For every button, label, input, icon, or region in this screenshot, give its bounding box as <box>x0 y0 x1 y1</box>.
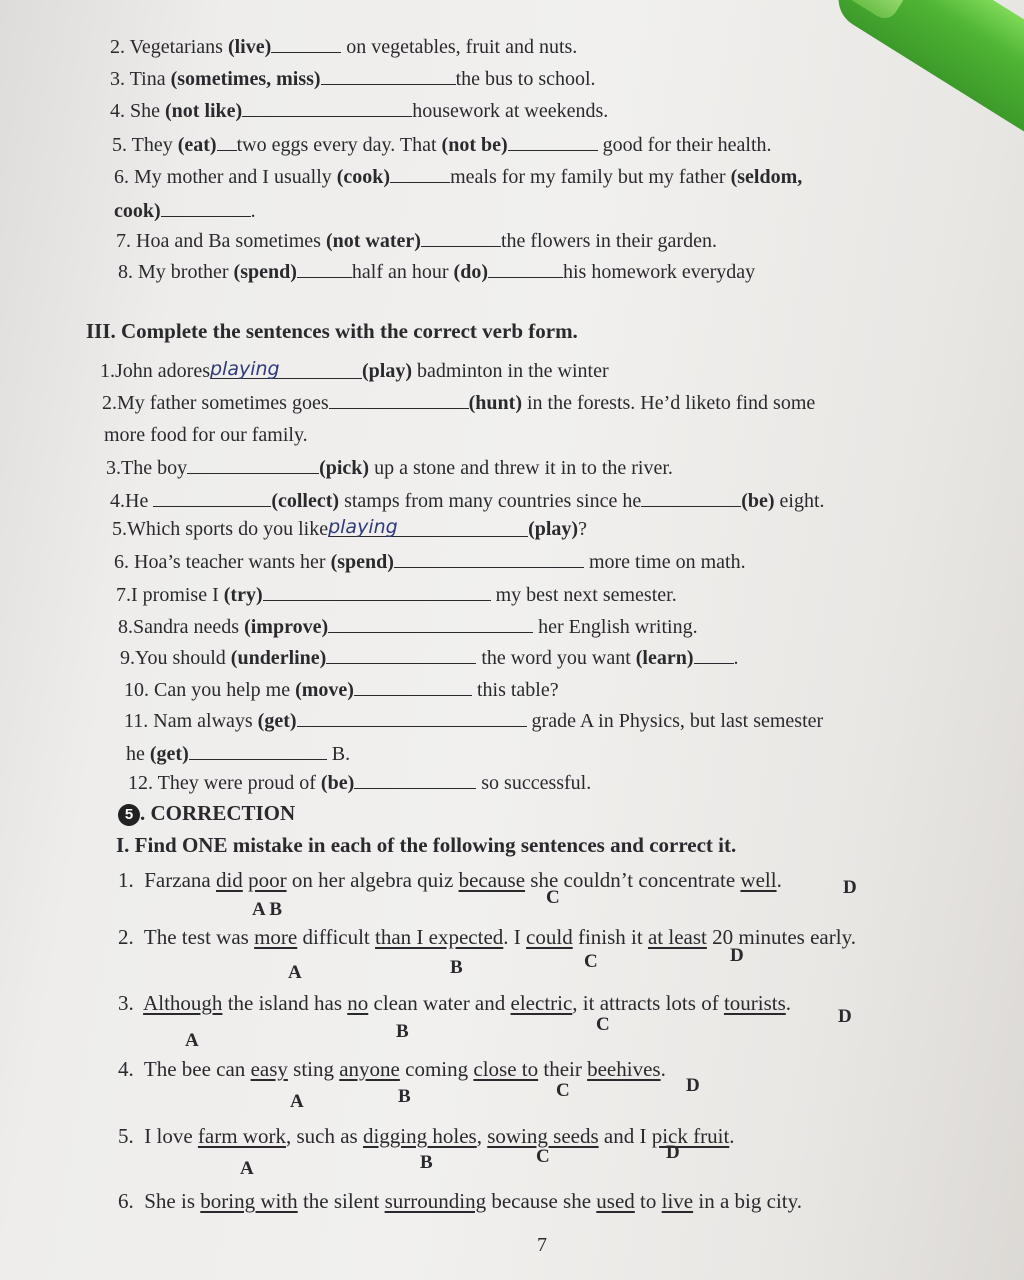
option-label-a: A <box>185 1030 199 1051</box>
handwritten-answer: playing <box>328 516 398 538</box>
exercise-line-5: 5. They (eat) two eggs every day. That (not be) good for their health. <box>112 134 772 156</box>
exercise-line-2: 2. Vegetarians (live) on vegetables, fruit and nuts. <box>110 36 578 58</box>
exercise-line-3: 3. Tina (sometimes, miss) the bus to school. <box>110 68 596 90</box>
section-iii-item-11: 11. Nam always (get) grade A in Physics, but last semester <box>124 710 824 732</box>
section-iii-item-11-cont: he (get) B. <box>126 743 351 765</box>
exercise-line-8: 8. My brother (spend) half an hour (do) his homework everyday <box>118 261 756 283</box>
section-number-badge: 5 <box>118 804 140 826</box>
section-iii-item-12: 12. They were proud of (be) so successful. <box>128 772 592 794</box>
correction-instruction: I. Find ONE mistake in each of the following sentences and correct it. <box>116 833 737 857</box>
option-label-c: C <box>584 951 598 972</box>
exercise-line-7: 7. Hoa and Ba sometimes (not water) the flowers in their garden. <box>116 230 717 252</box>
section-iii-item-6: 6. Hoa’s teacher wants her (spend) more time on math. <box>114 551 746 573</box>
option-label-c: C <box>546 887 560 908</box>
option-label-a-b: A B <box>252 899 283 920</box>
section-iii-item-4: 4.He (collect) stamps from many countries since he (be) eight. <box>110 490 825 512</box>
section-iii-item-2-cont: more food for our family. <box>104 424 308 446</box>
section-iii-item-7: 7.I promise I (try) my best next semester. <box>116 584 677 606</box>
handwritten-answer: playing <box>209 358 280 380</box>
option-label-b: B <box>398 1086 411 1107</box>
option-label-c: C <box>556 1080 570 1101</box>
section-iii-item-3: 3.The boy (pick) up a stone and threw it in to the river. <box>106 457 673 479</box>
option-label-d: D <box>730 945 744 966</box>
option-label-d: D <box>686 1075 700 1096</box>
option-label-d: D <box>843 877 857 898</box>
option-label-d: D <box>666 1142 680 1163</box>
correction-item-1: 1. Farzana did poor on her algebra quiz because she couldn’t concentrate well. <box>118 868 782 892</box>
correction-item-5: 5. I love farm work, such as digging holes, sowing seeds and I pick fruit. <box>118 1124 735 1148</box>
option-label-a: A <box>290 1091 304 1112</box>
option-label-a: A <box>288 962 302 983</box>
section-iii-item-10: 10. Can you help me (move) this table? <box>124 679 559 701</box>
section-iii-item-1: 1.John adoresplaying (play) badminton in the winter <box>100 358 609 382</box>
green-highlighter-marker <box>814 0 1024 167</box>
section-iii-item-2: 2.My father sometimes goes (hunt) in the forests. He’d liketo find some <box>102 392 816 414</box>
correction-item-2: 2. The test was more difficult than I expected. I could finish it at least 20 minutes early. <box>118 925 856 949</box>
option-label-c: C <box>596 1014 610 1035</box>
exercise-line-4: 4. She (not like) housework at weekends. <box>110 100 609 122</box>
section-iii-title: III. Complete the sentences with the correct verb form. <box>86 319 578 343</box>
correction-item-4: 4. The bee can easy sting anyone coming close to their beehives. <box>118 1057 666 1081</box>
option-label-c: C <box>536 1146 550 1167</box>
exercise-line-6-cont: cook) . <box>114 200 256 222</box>
section-iii-item-9: 9.You should (underline) the word you want (learn) . <box>120 647 739 669</box>
section-iii-item-8: 8.Sandra needs (improve) her English writing. <box>118 616 698 638</box>
option-label-a: A <box>240 1158 254 1179</box>
section-iii-item-5: 5.Which sports do you likeplaying (play)? <box>112 516 587 540</box>
correction-item-3: 3. Although the island has no clean water and electric, it attracts lots of tourists. <box>118 991 792 1015</box>
page-number: 7 <box>537 1234 547 1256</box>
option-label-b: B <box>420 1152 433 1173</box>
correction-item-6: 6. She is boring with the silent surrounding because she used to live in a big city. <box>118 1189 803 1213</box>
option-label-b: B <box>450 957 463 978</box>
exercise-line-6: 6. My mother and I usually (cook) meals for my family but my father (seldom, <box>114 166 803 188</box>
option-label-d: D <box>838 1006 852 1027</box>
correction-section-title: 5 . CORRECTION <box>118 802 295 826</box>
option-label-b: B <box>396 1021 409 1042</box>
